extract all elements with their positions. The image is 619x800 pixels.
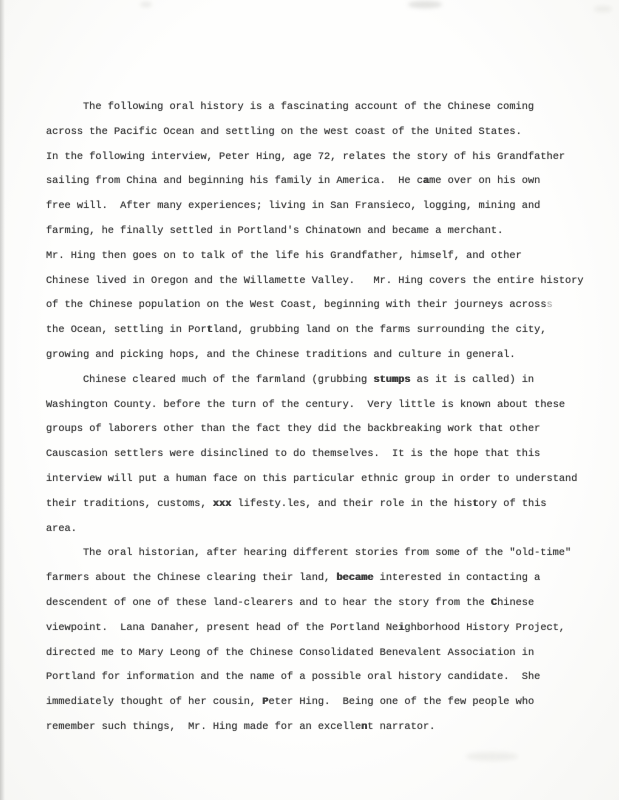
ghost-character: s [546,299,553,312]
document-line: Mr. Hing then goes on to talk of the life his Grandfather, himself, and other [46,249,522,262]
overstruck-text: i [398,621,405,634]
scan-artifact [408,1,442,8]
scan-artifact [140,2,152,7]
document-line: their traditions, customs, xxx lifesty.les, and their role in the history of this [46,497,547,510]
document-line: Causcasion settlers were disinclined to do themselves. It is the hope that this [46,448,541,461]
overstruck-text: became [336,572,374,585]
document-line: Portland for information and the name of a possible oral history candidate. She [46,671,541,684]
document-line: The following oral history is a fascinating account of the Chinese coming [83,101,535,113]
document-line: groups of laborers other than the fact they did the backbreaking work that other [46,423,541,436]
document-line: area. [46,522,77,535]
scan-artifact [594,6,612,12]
overstruck-text: t [472,497,479,510]
overstruck-text: n [361,720,368,733]
document-line: Chinese cleared much of the farmland (grubbing stumps as it is called) in [83,373,535,386]
document-line: Chinese lived in Oregon and the Willamette Valley. Mr. Hing covers the entire history [46,274,584,287]
overstruck-text: a [422,175,430,188]
document-line: farming, he finally settled in Portland's Chinatown and became a merchant. [46,224,504,237]
document-line: of the Chinese population on the West Coast, beginning with their journeys acrosss [46,299,553,312]
document-line: directed me to Mary Leong of the Chinese Consolidated Benevalent Association in [46,646,535,659]
document-line: free will. After many experiences; living in San Fransieco, logging, mining and [46,200,541,213]
document-line: remember such things, Mr. Hing made for an excellent narrator. [46,720,436,733]
text-block [46,95,606,740]
document-line: The oral historian, after hearing different stories from some of the "old-time" [83,547,572,560]
document-line: Washington County. before the turn of the century. Very little is known about these [46,398,566,411]
document-line: growing and picking hops, and the Chinese traditions and culture in general. [46,348,516,361]
document-line: viewpoint. Lana Danaher, present head of the Portland Neighborhood History Project, [46,621,566,634]
document-line: across the Pacific Ocean and settling on the west coast of the United States. [46,125,522,138]
overstruck-text: stumps [373,373,411,386]
document-line: descendent of one of these land-clearers and to hear the story from the Chinese [46,596,535,609]
scan-artifact [466,752,518,761]
document-line: farmers about the Chinese clearing their land, became interested in contacting a [46,572,541,585]
document-line: sailing from China and beginning his family in America. He came over on his own [46,175,541,188]
overstruck-text: P [262,696,269,709]
overstruck-text: xxx [212,497,232,510]
document-line: the Ocean, settling in Portland, grubbing land on the farms surrounding the city, [46,324,547,337]
scan-edge-shadow [0,0,5,800]
document-line: immediately thought of her cousin, Peter Hing. Being one of the few people who [46,696,535,709]
overstruck-text: t [206,324,213,337]
document-line: interview will put a human face on this particular ethnic group in order to understand [46,472,578,485]
document-line: In the following interview, Peter Hing, age 72, relates the story of his Grandfather [46,150,566,163]
overstruck-text: C [490,596,498,609]
